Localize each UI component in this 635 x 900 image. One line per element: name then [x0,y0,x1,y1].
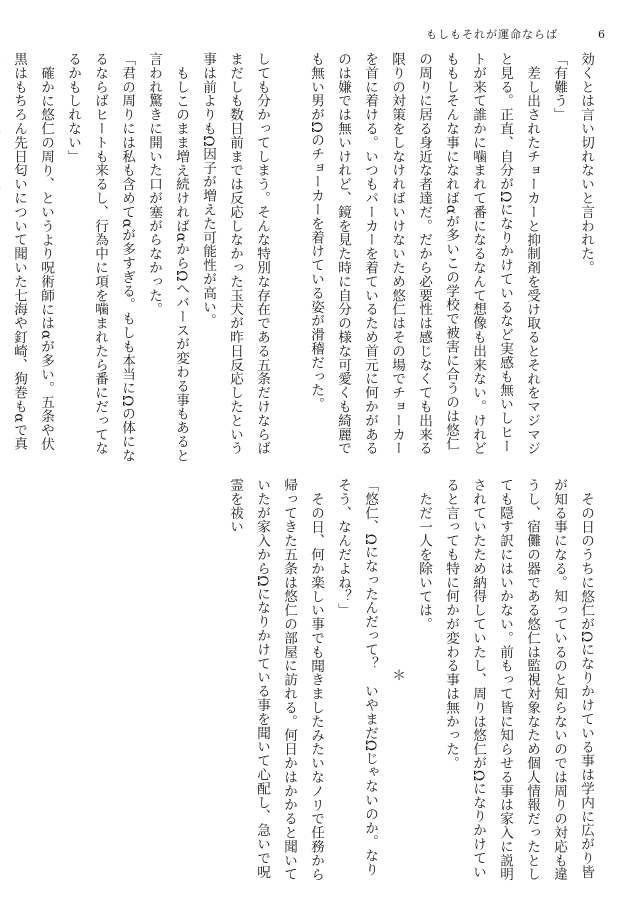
paragraph: 「悠仁、Ωになったんだって？ いやまだΩじゃないのか。なりそう、なんだよね？」 [335,478,378,877]
paragraph: その日、何か楽しい事でも聞きましたみたいなノリで任務から帰ってきた五条は悠仁の部屋に訪れる。何日かはかかると聞いていたが家入からΩになりかけている事を聞いて心配し、急いで呪霊を祓い [227,478,324,882]
section-break-mark: ＊ [389,668,405,683]
running-title: もしもそれが運命ならば [426,28,558,41]
blank-line [275,52,302,464]
paragraph: もしこのまま増え続ければαからΩへバースが変わる事もあると言われ驚きに開いた口が塞がらなかった。 [146,52,189,462]
paragraph: 差し出されたチョーカーと抑制剤を受け取るとそれをマジマジと見る。正直、自分がΩになりかけているなど実感も無いしヒートが来て誰かに噛まれて番になるなんて想像も出来ない。けれどももしそんな事になればαが多いこの学校で被害に合うのは悠仁の周りに居る身近な者達だ。だから必要性は感じなくても出来る限りの対策をしなければいけないため悠仁はその場でチョーカーを首に着ける。いつもパーカーを着ているため首元に何かがあるのは嫌では無いけれど、鏡を見た時に自分の様な可愛くも綺麗でも無い男がΩのチョーカーを着けている姿が滑稽だった。 [308,52,540,456]
paragraph: その日のうちに悠仁がΩになりかけている事は学内に広がり皆が知る事になる。知っているのと知らないのでは周りの対応も違うし、宿儺の器である悠仁は監視対象なため個人情報だったとしても隠す訳にはいかない。前もって皆に知らせる事は家入に説明されていたため納得していたし、周りは悠仁がΩになりかけていると言っても特に何かが変わる事は無かった。 [443,478,594,882]
page-number: 6 [598,28,605,41]
paragraph: しても分かってしまう。そんな特別な存在である五条だけならばまだしも数日前までは反応しなかった玉犬が昨日反応したという事は前よりもΩ因子が増えた可能性が高い。 [200,52,270,456]
paragraph: 「有難う」 [551,52,567,122]
page-header [426,26,605,42]
body-text-lower [29,478,599,888]
paragraph: 確かに悠仁の周り、というより呪術師にはαが多い。五条や伏黒はもちろん先日匂いについて聞いた七海や釘崎、狗巻もαで真 [11,52,54,451]
paragraph: ただ一人を除いては。 [416,491,432,631]
paragraph: 効くとは言い切れないと言われた。 [578,52,594,275]
body-text-upper [11,52,599,464]
paragraph: 「君の周りには私も含めてαが多すぎる。もしも本当にΩの体になるならばヒートも来るし、行為中に項を噛まれたら番にだってなるかもしれない」 [65,52,135,463]
